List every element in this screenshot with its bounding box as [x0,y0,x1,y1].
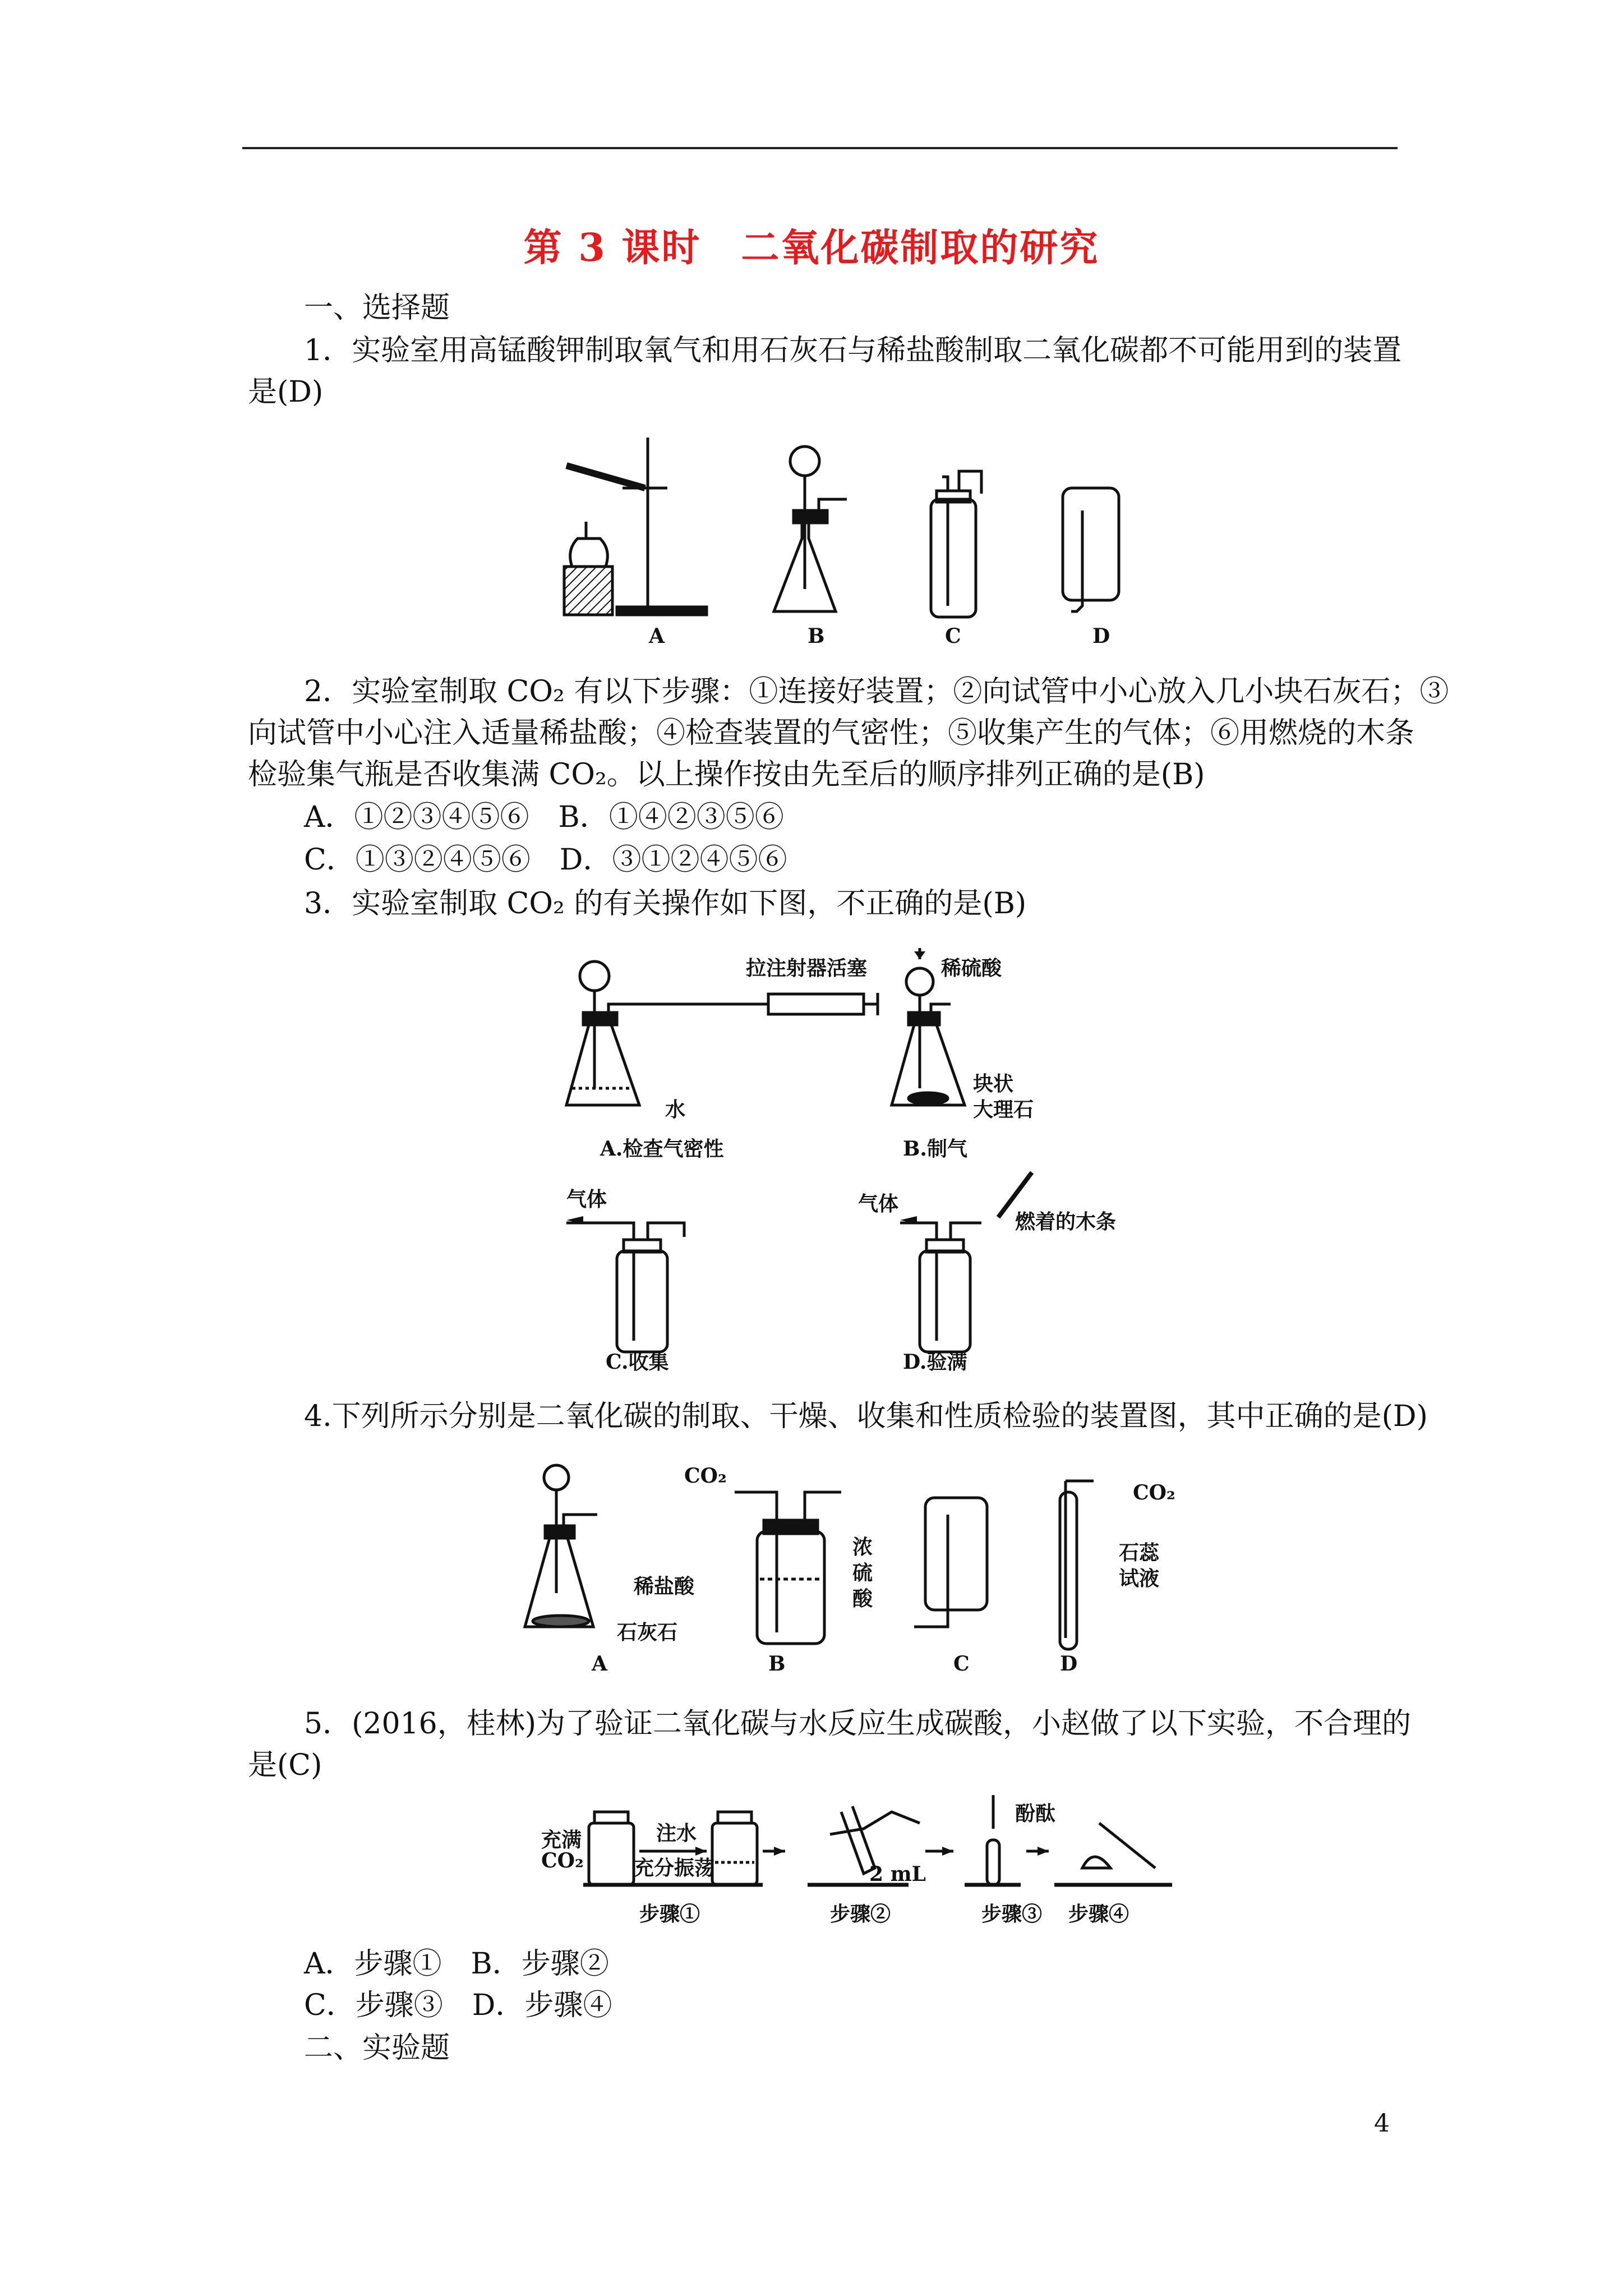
q3-marble-label-2: 大理石 [973,1098,1034,1121]
q2-line2: 向试管中小心注入适量稀盐酸；④检查装置的气密性；⑤收集产生的气体；⑥用燃烧的木条 [248,716,1415,750]
q3-caption-a: A.检查气密性 [600,1137,724,1161]
page-number: 4 [1374,2109,1390,2138]
q4-co2-label-b: CO₂ [684,1464,727,1488]
section-heading-experiment: 二、实验题 [304,2031,450,2065]
q2-line3: 检验集气瓶是否收集满 CO₂。以上操作按由先至后的顺序排列正确的是(B) [248,758,1205,792]
q3-gas-label-d: 气体 [858,1192,899,1216]
q4-h2so4-label-2: 硫 [852,1561,873,1585]
q4-label-d: D [1060,1652,1078,1676]
q1-line1: 1．实验室用高锰酸钾制取氧气和用石灰石与稀盐酸制取二氧化碳都不可能用到的装置 [304,334,1402,367]
q3-caption-c: C.收集 [606,1350,669,1374]
q5-step2-label: 步骤② [830,1902,891,1926]
q3-line1: 3．实验室制取 CO₂ 的有关操作如下图，不正确的是(B) [304,887,1027,921]
q4-hcl-label: 稀盐酸 [634,1575,695,1598]
q2-line1: 2．实验室制取 CO₂ 有以下步骤：①连接好装置；②向试管中小心放入几小块石灰石；③ [304,675,1449,708]
q1-label-d: D [1092,624,1110,648]
q5-phenol-label: 酚酞 [1015,1802,1056,1825]
page-title: 第 3 课时 二氧化碳制取的研究 [523,226,1100,270]
q3-stick-label: 燃着的木条 [1015,1210,1117,1234]
q5-ml-label: 2 mL [869,1862,926,1886]
q3-syringe-label: 拉注射器活塞 [746,956,868,980]
q4-litmus-label-1: 石蕊 [1119,1541,1160,1565]
q1-label-a: A [649,624,665,648]
q3-gas-label-c: 气体 [566,1188,607,1211]
q1-apparatus-figure [555,426,1150,662]
q5-fill-label-1: 充满 [541,1828,582,1852]
q3-acid-label: 稀硫酸 [941,956,1002,980]
q4-h2so4-label-1: 浓 [852,1535,873,1559]
q4-label-b: B [768,1652,786,1676]
q5-step1-label: 步骤① [639,1902,700,1926]
q1-line2: 是(D) [248,375,324,409]
wood-block [564,567,612,615]
q4-label-a: A [592,1652,607,1676]
header-rule [242,147,1398,149]
q5-options-ab: A．步骤① B．步骤② [304,1947,609,1981]
q5-inject-label: 注水 [656,1821,697,1845]
q5-line2: 是(C) [248,1749,322,1782]
q3-water-label: 水 [665,1098,686,1121]
q4-litmus-label-2: 试液 [1119,1567,1160,1590]
q1-label-c: C [945,624,961,648]
q4-co2-label-d: CO₂ [1133,1481,1175,1504]
section-heading-choice: 一、选择题 [304,291,450,325]
q3-marble-label-1: 块状 [973,1072,1014,1096]
q4-label-c: C [953,1652,970,1676]
q5-options-cd: C．步骤③ D．步骤④ [304,1989,612,2022]
q2-options-ab: A．①②③④⑤⑥ B．①④②③⑤⑥ [304,800,784,834]
q1-label-b: B [808,624,825,648]
q5-step3-label: 步骤③ [981,1902,1043,1926]
q5-fill-label-2: CO₂ [541,1849,584,1872]
q2-options-cd: C．①③②④⑤⑥ D．③①②④⑤⑥ [304,843,787,877]
q4-line1: 4.下列所示分别是二氧化碳的制取、干燥、收集和性质检验的装置图，其中正确的是(D) [304,1400,1428,1433]
q4-limestone-label: 石灰石 [617,1621,678,1644]
q5-step4-label: 步骤④ [1068,1902,1129,1926]
q5-shake-label: 充分振荡 [634,1856,715,1880]
q5-line1: 5．(2016，桂林)为了验证二氧化碳与水反应生成碳酸，小赵做了以下实验，不合理的 [304,1707,1411,1741]
q3-caption-d: D.验满 [903,1350,967,1374]
q3-caption-b: B.制气 [903,1137,967,1161]
q4-h2so4-label-3: 酸 [852,1587,873,1611]
